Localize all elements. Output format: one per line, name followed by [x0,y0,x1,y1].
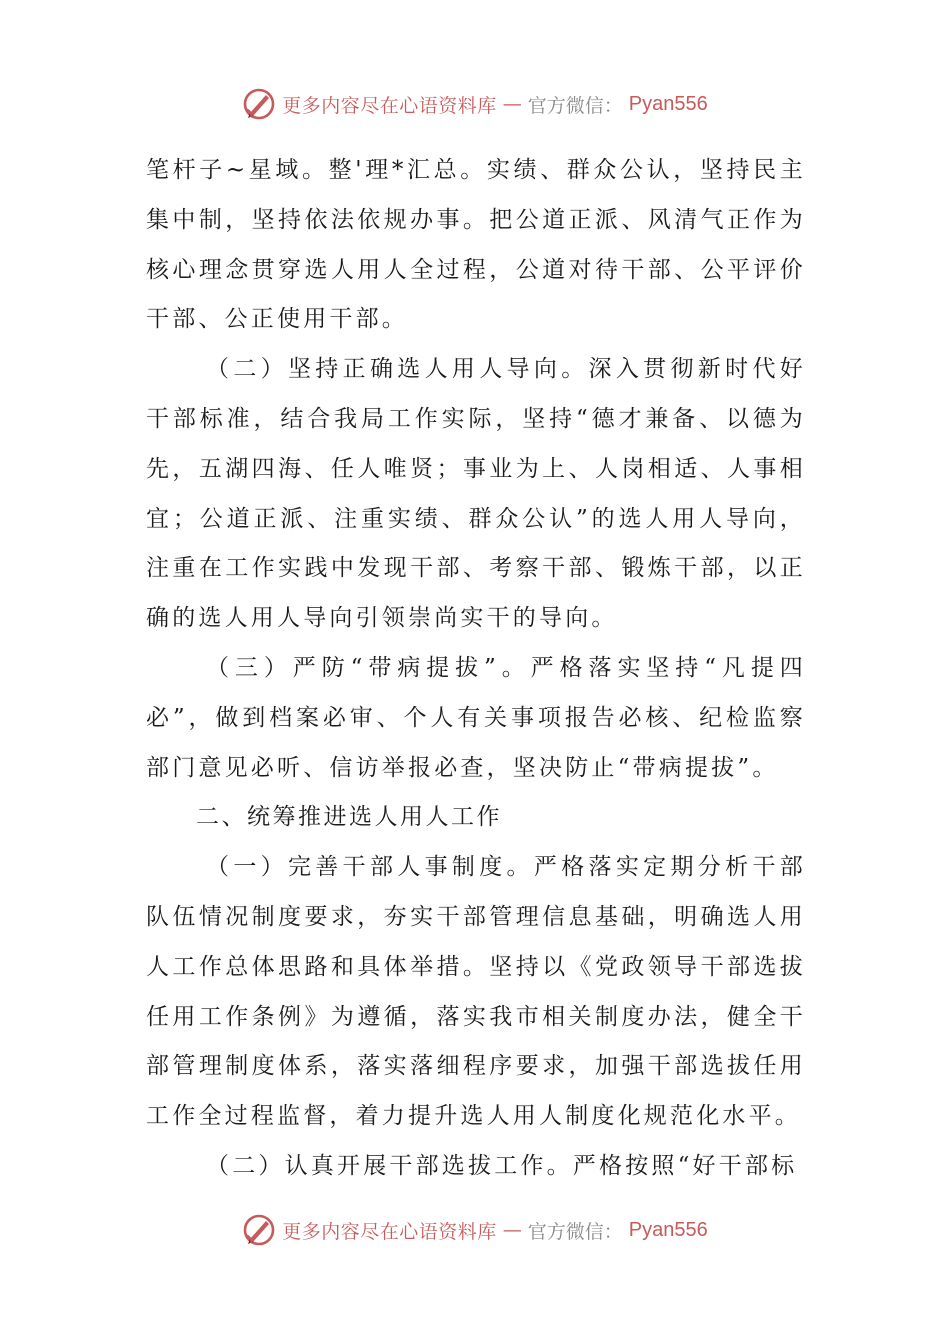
paragraph-cadre-selection: （二）认真开展干部选拔工作。严格按照“好干部标 [206,1152,798,1179]
watermark-dash: — [502,1219,522,1241]
watermark-wechat-label: 官方微信： [527,1220,623,1243]
pen-logo-icon [242,1213,276,1247]
paragraph-personnel-system: （一）完善干部人事制度。严格落实定期分析干部队伍情况制度要求，夯实干部管理信息基础，明确选人用人工作总体思路和具体举措。坚持以《党政领导干部选拔任用工作条例》为遵循，落实我市相关制度办法，健全干部管理制度体系，落实落细程序要求，加强干部选拔任用工作全过程监督，着力提升选人用人制度化规范化水平。 [146,854,806,1130]
watermark-wechat-id: Pyan556 [628,92,708,115]
watermark-dash: — [502,93,522,115]
watermark-text: 更多内容尽在心语资料库 [282,1220,497,1243]
footer-watermark [0,1210,950,1250]
watermark-wechat-label: 官方微信： [527,94,623,117]
document-body [146,146,806,1192]
paragraph-selection-orientation: （二）坚持正确选人用人导向。深入贯彻新时代好干部标准，结合我局工作实际，坚持“德才兼备、以德为先，五湖四海、任人唯贤；事业为上、人岗相适、人事相宜；公道正派、注重实绩、群众公认”的选人用人导向，注重在工作实践中发现干部、考察干部、锻炼干部，以正确的选人用人导向引领崇尚实干的导向。 [146,356,806,632]
paragraph-prevent-flawed-promotion: （三）严防“带病提拔”。严格落实坚持“凡提四必”，做到档案必审、个人有关事项报告必核、纪检监察部门意见必听、信访举报必查，坚决防止“带病提拔”。 [146,654,806,781]
header-watermark [0,84,950,124]
watermark-text: 更多内容尽在心语资料库 [282,94,497,117]
watermark-wechat-id: Pyan556 [628,1218,708,1241]
paragraph-continuation: 笔杆子~星域。整'理*汇总。实绩、群众公认，坚持民主集中制，坚持依法依规办事。把公道正派、风清气正作为核心理念贯穿选人用人全过程，公道对待干部、公平评价干部、公正使用干部。 [146,157,806,333]
section-heading: 二、统筹推进选人用人工作 [196,804,502,831]
pen-logo-icon [242,87,276,121]
